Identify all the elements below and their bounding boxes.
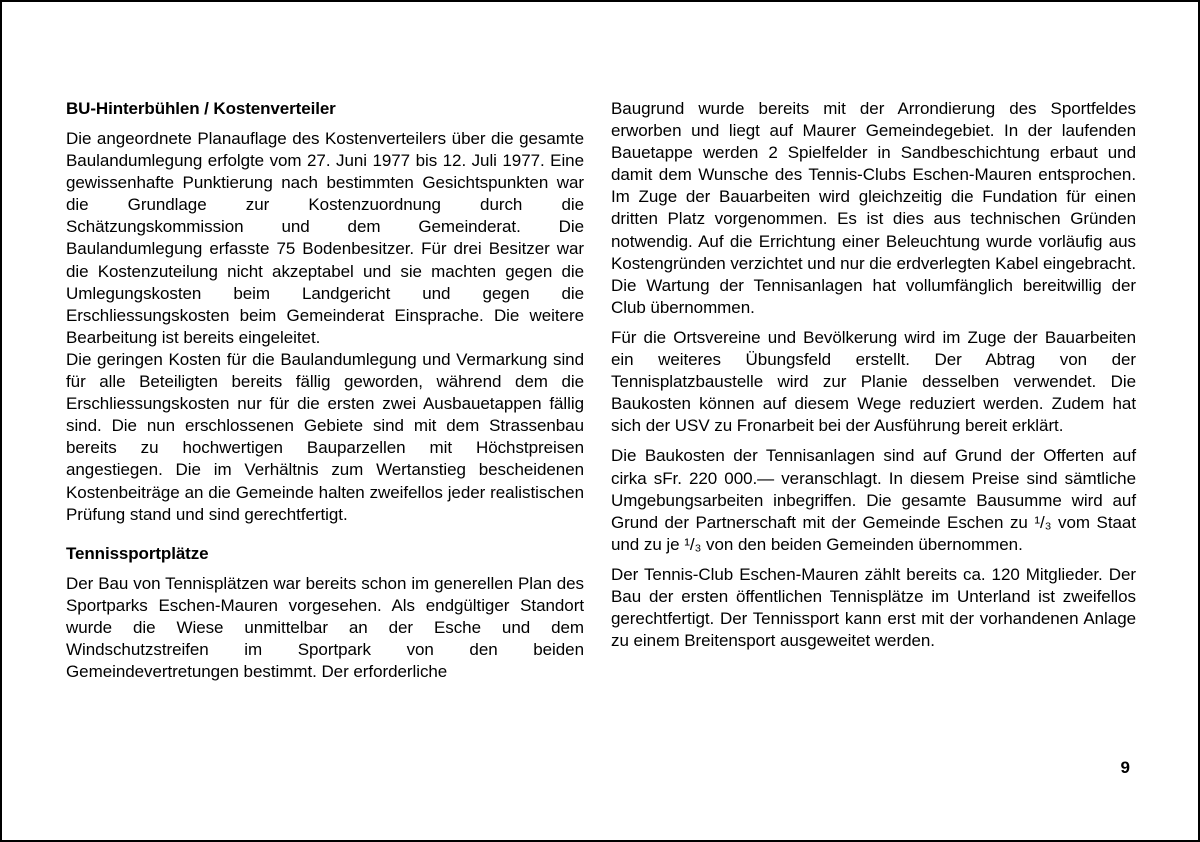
paragraph-ortsvereine: Für die Ortsvereine und Bevölkerung wird im Zuge der Bauarbeiten ein weiteres Übungsfeld erstellt. Der Abtrag von der Tennisplatzbaustelle wird zur Planie desselben verwendet. Die Baukosten können auf diesem Wege reduziert werden. Zudem hat sich der USV zu Fronarbeit bei der Ausführung bereit erklärt. <box>611 327 1136 436</box>
paragraph-geringe-kosten: Die geringen Kosten für die Baulandumlegung und Vermarkung sind für alle Beteiligten bereits fällig geworden, während dem die Erschliessungskosten nur für die ersten zwei Ausbauetappen fällig sind. Die nun erschlossenen Gebiete sind mit dem Strassenbau bereits zu hochwertigen Bauparzellen mit Höchstpreisen angestiegen. Die im Verhältnis zum Wertanstieg bescheidenen Kostenbeiträge an die Gemeinde halten zweifellos jeder realistischen Prüfung stand und sind gerechtfertigt. <box>66 349 584 524</box>
paragraph-tennis-club: Der Tennis-Club Eschen-Mauren zählt bereits ca. 120 Mitglieder. Der Bau der ersten öffentlichen Tennisplätze im Unterland ist zweifellos gerechtfertigt. Der Tennissport kann erst mit der vorhandenen Anlage zu einem Breitensport ausgeweitet werden. <box>611 564 1136 651</box>
paragraph-bau-tennisplaetze: Der Bau von Tennisplätzen war bereits schon im generellen Plan des Sportparks Eschen-Mauren vorgesehen. Als endgültiger Standort wurde die Wiese unmittelbar an der Esche und dem Windschutzstreifen im Sportpark von den beiden Gemeindevertretungen bestimmt. Der erforderliche <box>66 573 584 682</box>
heading-kostenverteiler: BU-Hinterbühlen / Kostenverteiler <box>66 99 336 118</box>
page-number: 9 <box>1120 758 1130 777</box>
paragraph-baugrund: Baugrund wurde bereits mit der Arrondierung des Sportfeldes erworben und liegt auf Maurer Gemeindegebiet. In der laufenden Bauetappe werden 2 Spielfelder in Sandbeschichtung erbaut und damit dem Wunsche des Tennis-Clubs Eschen-Mauren entsprochen. Im Zuge der Bauarbeiten wird gleichzeitig die Fundation für einen dritten Platz vorgenommen. Es ist dies aus technischen Gründen notwendig. Auf die Errichtung einer Beleuchtung wurde vorläufig aus Kostengründen verzichtet und nur die erdverlegten Kabel eingebracht. Die Wartung der Tennisanlagen hat vollumfänglich bereitwillig der Club übernommen. <box>611 99 1136 317</box>
right-column <box>611 98 1136 652</box>
paragraph-baukosten: Die Baukosten der Tennisanlagen sind auf Grund der Offerten auf cirka sFr. 220 000.— veranschlagt. In diesem Preise sind sämtliche Umgebungsarbeiten inbegriffen. Die gesamte Bausumme wird auf Grund der Partnerschaft mit der Gemeinde Eschen zu ¹/₃ vom Staat und zu je ¹/₃ von den beiden Gemeinden übernommen. <box>611 446 1136 554</box>
paragraph-planauflage: Die angeordnete Planauflage des Kostenverteilers über die gesamte Baulandumlegung erfolgte vom 27. Juni 1977 bis 12. Juli 1977. Eine gewissenhafte Punktierung nach bestimmten Gesichtspunkten war die Grundlage zur Kostenzuordnung durch die Schätzungskommission und dem Gemeinderat. Die Baulandumlegung erfasste 75 Bodenbesitzer. Für drei Besitzer war die Kostenzuteilung nicht akzeptabel und sie machten gegen die Umlegungskosten beim Landgericht und gegen die Erschliessungskosten beim Gemeinderat Einsprache. Die weitere Bearbeitung ist bereits eingeleitet. <box>66 129 584 347</box>
left-column <box>66 98 584 683</box>
heading-tennissportplaetze: Tennissportplätze <box>66 543 209 563</box>
